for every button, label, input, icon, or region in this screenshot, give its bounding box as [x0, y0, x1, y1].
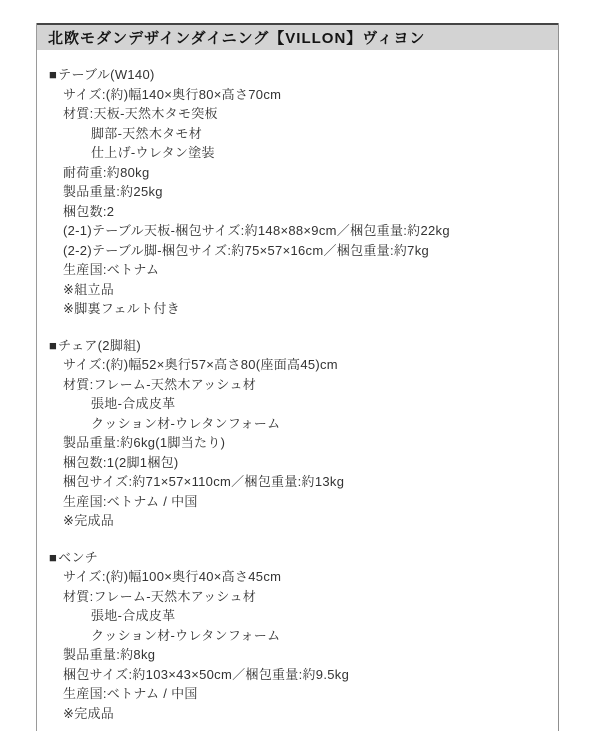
section-title: テーブル(W140) — [58, 67, 155, 82]
spec-line: 製品重量:約25kg — [63, 184, 163, 199]
spec-line: 生産国:ベトナム / 中国 — [63, 686, 198, 701]
spec-line: 生産国:ベトナム / 中国 — [63, 493, 198, 509]
spec-line: 梱包数:2 — [63, 203, 115, 219]
section-heading — [37, 336, 558, 356]
spec-line: ※組立品 — [63, 281, 115, 297]
square-bullet-icon: ■ — [49, 549, 58, 565]
section-heading — [37, 65, 558, 85]
spec-line: 生産国:ベトナム — [63, 262, 160, 277]
spec-line: ※完成品 — [63, 513, 115, 528]
spec-line: 梱包サイズ:約103×43×50cm／梱包重量:約9.5kg — [63, 666, 350, 682]
spec-line: 材質:フレーム-天然木アッシュ材 — [63, 588, 257, 604]
section-heading — [37, 548, 558, 568]
spec-line: サイズ:(約)幅140×奥行80×高さ70cm — [63, 86, 282, 102]
square-bullet-icon: ■ — [49, 337, 58, 353]
spec-sheet — [36, 23, 559, 731]
spec-line: サイズ:(約)幅52×奥行57×高さ80(座面高45)cm — [63, 357, 338, 372]
spec-line: 梱包数:1(2脚1梱包) — [63, 454, 179, 470]
spec-section — [37, 65, 558, 319]
spec-line: 梱包サイズ:約71×57×110cm／梱包重量:約13kg — [63, 474, 345, 489]
spec-line: (2-1)テーブル天板-梱包サイズ:約148×88×9cm／梱包重量:約22kg — [63, 223, 450, 238]
spec-line: ※完成品 — [63, 705, 115, 721]
spec-section — [37, 548, 558, 724]
spec-line: クッション材-ウレタンフォーム — [91, 627, 281, 643]
spec-body — [37, 50, 558, 723]
spec-line: 製品重量:約8kg — [63, 647, 156, 662]
product-title-bar — [37, 23, 558, 50]
spec-line: 製品重量:約6kg(1脚当たり) — [63, 435, 226, 450]
spec-line: 材質:フレーム-天然木アッシュ材 — [63, 376, 257, 392]
spec-line: (2-2)テーブル脚-梱包サイズ:約75×57×16cm／梱包重量:約7kg — [63, 242, 430, 258]
spec-section — [37, 336, 558, 531]
spec-line: 耐荷重:約80kg — [63, 164, 150, 180]
spec-line: 張地-合成皮革 — [91, 396, 176, 411]
spec-line: 張地-合成皮革 — [91, 608, 176, 623]
section-title: ベンチ — [58, 549, 99, 565]
spec-line: 仕上げ-ウレタン塗装 — [91, 145, 215, 160]
section-title: チェア(2脚組) — [58, 337, 142, 353]
spec-line: 脚部-天然木タモ材 — [91, 125, 203, 141]
page-title: 北欧モダンデザインダイニング【VILLON】ヴィヨン — [48, 30, 426, 47]
spec-line: サイズ:(約)幅100×奥行40×高さ45cm — [63, 569, 282, 584]
spec-line: ※脚裏フェルト付き — [63, 301, 180, 316]
spec-line: 材質:天板-天然木タモ突板 — [63, 106, 218, 121]
spec-line: クッション材-ウレタンフォーム — [91, 415, 281, 431]
square-bullet-icon: ■ — [49, 67, 58, 82]
